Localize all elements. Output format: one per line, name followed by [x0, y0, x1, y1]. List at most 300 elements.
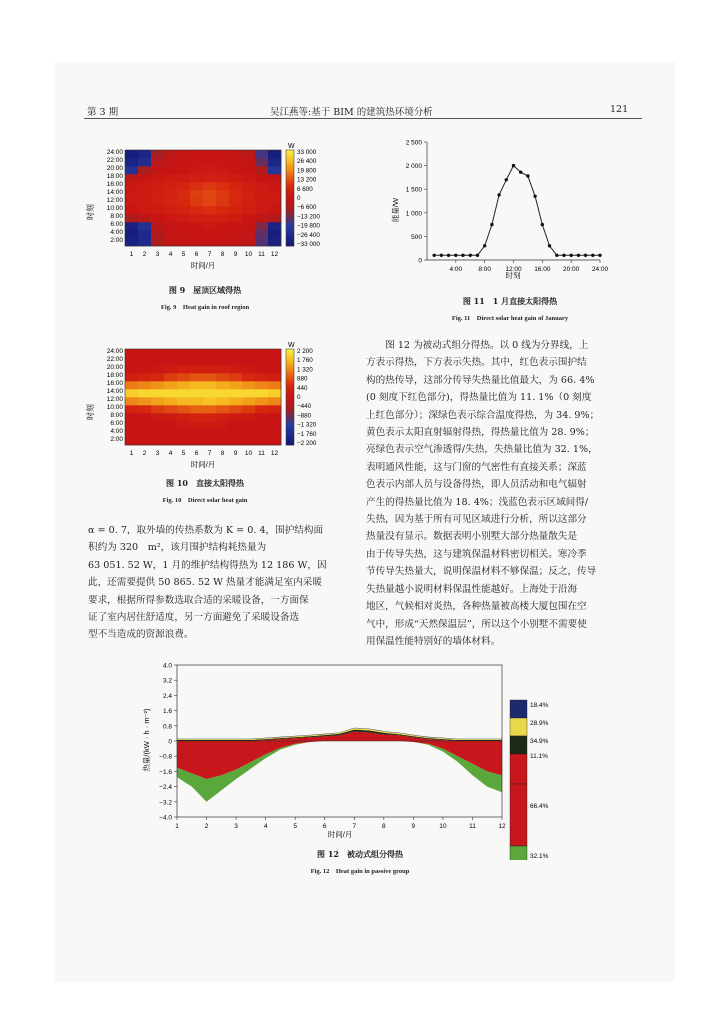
heatmap-cell [203, 389, 216, 397]
colorbar-tick-label: −1 760 [297, 430, 317, 438]
heatmap-cell [125, 182, 138, 190]
colorbar-segment [286, 169, 294, 172]
heatmap-cell [164, 389, 177, 397]
legend-label: 32.1% [530, 853, 549, 860]
text-line: 失热量越小说明材料保温性能越好。上海处于沿海 [366, 583, 578, 595]
heatmap-cell [229, 158, 242, 166]
heatmap-cell [255, 429, 268, 437]
heatmap-cell [138, 365, 151, 373]
heatmap-cell [125, 206, 138, 214]
text-line: 方表示得热，下方表示失热。其中，红色表示围护结 [366, 357, 587, 369]
heatmap-cell [268, 190, 281, 198]
heatmap-cell [255, 214, 268, 222]
y-tick-label: 0 [168, 738, 172, 746]
heatmap-cell [216, 158, 229, 166]
x-tick-label: 5 [181, 251, 186, 258]
heatmap-cell [203, 381, 216, 389]
heatmap-cell [216, 437, 229, 445]
x-tick-label: 2 [204, 823, 209, 830]
text-line: 色表示内部人员与设备得热，即人员活动和电气辐射 [366, 479, 587, 491]
heatmap-cell [151, 357, 164, 365]
heatmap-cell [138, 190, 151, 198]
fig9-caption-cn: 图 9 屋顶区域得热 [168, 285, 242, 295]
colorbar-tick-label: 1 760 [297, 357, 313, 365]
heatmap-cell [203, 158, 216, 166]
x-tick-label: 10 [439, 823, 447, 830]
y-tick-label: 0.8 [162, 723, 172, 731]
x-tick-label: 6 [322, 823, 327, 830]
heatmap-cell [151, 238, 164, 246]
colorbar-segment [286, 210, 294, 213]
heatmap-cell [190, 238, 203, 246]
colorbar-segment [286, 215, 294, 218]
heatmap-cell [255, 198, 268, 206]
heatmap-cell [255, 365, 268, 373]
x-tick-label: 12:00 [505, 266, 522, 273]
heatmap-cell [216, 214, 229, 222]
heatmap-cell [190, 198, 203, 206]
x-tick-label: 12 [270, 251, 279, 258]
heatmap-cell [138, 158, 151, 166]
colorbar-segment [286, 431, 294, 434]
heatmap-cell [164, 182, 177, 190]
y-tick-label: 18:00 [106, 173, 123, 180]
colorbar-segment [286, 399, 294, 402]
colorbar-segment [286, 359, 294, 362]
heatmap-cell [164, 397, 177, 405]
x-tick-label: 24:00 [591, 266, 609, 273]
colorbar-segment [286, 361, 294, 364]
heatmap-cell [177, 397, 190, 405]
heatmap-cell [177, 365, 190, 373]
fig11-ylabel: 能量/W [391, 197, 400, 223]
heatmap-cell [242, 413, 255, 421]
colorbar-segment [286, 416, 294, 419]
x-tick-label: 1 [129, 251, 134, 258]
colorbar-segment [286, 220, 294, 223]
text-line: 节传导失热量大，说明保温材料不够保温；反之，传导 [366, 566, 597, 578]
y-tick-label: 18:00 [106, 372, 123, 379]
heatmap-cell [125, 349, 138, 357]
text-line: 地区，气候相对炎热，各种热量被高楼大厦包围在空 [366, 601, 587, 613]
colorbar-segment [286, 421, 294, 424]
x-tick-label: 7 [207, 450, 212, 457]
heatmap-cell [125, 405, 138, 413]
colorbar-segment [286, 380, 294, 383]
colorbar-segment [286, 356, 294, 359]
heatmap-cell [177, 405, 190, 413]
issue-number: 第 3 期 [87, 107, 119, 118]
heatmap-cell [138, 206, 151, 214]
heatmap-cell [138, 230, 151, 238]
y-tick-label: 22:00 [106, 356, 123, 363]
legend-label: 34.9% [530, 738, 549, 745]
heatmap-cell [164, 206, 177, 214]
heatmap-cell [151, 222, 164, 230]
heatmap-cell [268, 357, 281, 365]
heatmap-cell [268, 437, 281, 445]
colorbar-segment [286, 397, 294, 400]
heatmap-cell [164, 365, 177, 373]
colorbar-tick-label: 19 800 [297, 167, 317, 175]
heatmap-cell [203, 365, 216, 373]
colorbar-segment [286, 191, 294, 194]
x-tick-label: 11 [258, 251, 265, 258]
legend-swatch [510, 700, 527, 718]
heatmap-cell [125, 190, 138, 198]
heatmap-cell [151, 437, 164, 445]
heatmap-cell [177, 381, 190, 389]
colorbar-segment [286, 404, 294, 407]
colorbar-tick-label: 26 400 [297, 158, 317, 166]
fig10-heatmap [80, 338, 340, 478]
colorbar-tick-label: −6 600 [297, 204, 317, 212]
y-tick-label: 1 000 [405, 210, 422, 218]
heatmap-cell [229, 405, 242, 413]
heatmap-cell [242, 373, 255, 381]
y-tick-label: 4:00 [110, 428, 123, 435]
y-tick-label: 2.4 [162, 692, 172, 700]
heatmap-cell [242, 158, 255, 166]
heatmap-cell [229, 166, 242, 174]
x-tick-label: 10 [244, 251, 253, 258]
data-point [519, 171, 522, 174]
running-title: 吴江燕等:基于 BIM 的建筑热环境分析 [270, 107, 433, 118]
x-tick-label: 12 [498, 823, 506, 830]
fig12-caption-cn: 图 12 被动式组分得热 [317, 849, 403, 859]
heatmap-cell [229, 349, 242, 357]
fig12-ylabel: 热量/(kW · h · m⁻²) [142, 708, 151, 772]
colorbar-segment [286, 387, 294, 390]
heatmap-cell [177, 214, 190, 222]
x-tick-label: 5 [293, 823, 297, 830]
heatmap-cell [242, 150, 255, 158]
data-point [591, 254, 594, 257]
colorbar-segment [286, 222, 294, 225]
x-tick-label: 6 [194, 450, 199, 457]
heatmap-cell [229, 238, 242, 246]
heatmap-cell [229, 222, 242, 230]
data-point [433, 254, 436, 257]
heatmap-cell [268, 158, 281, 166]
y-tick-label: 8:00 [110, 412, 123, 419]
x-tick-label: 3 [234, 823, 238, 830]
heatmap-cell [190, 397, 203, 405]
x-tick-label: 9 [233, 450, 238, 457]
x-tick-label: 8 [220, 450, 225, 457]
x-tick-label: 9 [411, 823, 416, 830]
fig10-ylabel: 时刻 [86, 404, 95, 420]
page-number: 121 [610, 104, 629, 115]
colorbar-segment [286, 200, 294, 203]
heatmap-cell [164, 437, 177, 445]
colorbar-segment [286, 157, 294, 160]
heatmap-cell [242, 206, 255, 214]
heatmap-cell [268, 206, 281, 214]
y-tick-label: 10:00 [106, 205, 123, 212]
legend-label: 28.9% [530, 720, 549, 727]
heatmap-cell [268, 198, 281, 206]
heatmap-cell [229, 429, 242, 437]
heatmap-cell [255, 349, 268, 357]
heatmap-cell [177, 437, 190, 445]
colorbar-segment [286, 224, 294, 227]
colorbar-segment [286, 378, 294, 381]
heatmap-cell [255, 238, 268, 246]
x-tick-label: 10 [244, 450, 253, 457]
heatmap-cell [268, 365, 281, 373]
heatmap-cell [190, 190, 203, 198]
heatmap-cell [151, 413, 164, 421]
heatmap-cell [138, 182, 151, 190]
colorbar-segment [286, 411, 294, 414]
heatmap-cell [177, 373, 190, 381]
colorbar-tick-label: 6 600 [297, 185, 313, 193]
heatmap-cell [177, 222, 190, 230]
data-point [584, 254, 587, 257]
heatmap-cell [242, 421, 255, 429]
data-point [598, 254, 601, 257]
heatmap-cell [216, 389, 229, 397]
heatmap-cell [255, 174, 268, 182]
heatmap-cell [268, 222, 281, 230]
heatmap-cell [216, 397, 229, 405]
text-line: 热量没有显示。数据表明小别墅大部分热量散失是 [366, 531, 578, 543]
colorbar-segment [286, 392, 294, 395]
heatmap-cell [255, 413, 268, 421]
x-tick-label: 4 [263, 823, 268, 830]
text-line: (0 刻度下红色部分)，得热量比值为 11. 1%（0 刻度 [366, 392, 592, 404]
heatmap-cell [151, 182, 164, 190]
heatmap-cell [229, 413, 242, 421]
colorbar-tick-label: −880 [297, 412, 312, 420]
heatmap-cell [151, 349, 164, 357]
heatmap-cell [125, 365, 138, 373]
colorbar-segment [286, 205, 294, 208]
heatmap-cell [177, 429, 190, 437]
heatmap-cell [125, 174, 138, 182]
text-line: 图 12 为被动式组分得热。以 0 线为分界线，上 [366, 340, 589, 351]
y-tick-label: 1 500 [405, 186, 422, 194]
x-tick-label: 1 [129, 450, 134, 457]
heatmap-cell [138, 166, 151, 174]
heatmap-cell [190, 206, 203, 214]
x-tick-label: 11 [469, 823, 476, 830]
heatmap-cell [125, 421, 138, 429]
colorbar-segment [286, 402, 294, 405]
colorbar-tick-label: 440 [297, 384, 308, 392]
heatmap-cell [216, 222, 229, 230]
data-point [483, 244, 486, 247]
heatmap-cell [216, 357, 229, 365]
heatmap-cell [255, 421, 268, 429]
y-tick-label: 2 500 [405, 139, 422, 147]
text-line: 63 051. 52 W，1 月的维护结构得热为 12 186 W，因 [88, 559, 327, 571]
heatmap-cell [255, 222, 268, 230]
heatmap-cell [190, 349, 203, 357]
fig12-area-chart [135, 660, 575, 860]
heatmap-cell [138, 437, 151, 445]
heatmap-cell [203, 429, 216, 437]
heatmap-cell [125, 437, 138, 445]
x-tick-label: 2 [142, 450, 147, 457]
colorbar-segment [286, 198, 294, 201]
text-line: 此，还需要提供 50 865. 52 W 热量才能满足室内采暖 [88, 577, 322, 589]
colorbar-segment [286, 227, 294, 230]
heatmap-cell [177, 349, 190, 357]
colorbar-segment [286, 428, 294, 431]
heatmap-cell [216, 413, 229, 421]
heatmap-cell [229, 437, 242, 445]
heatmap-cell [190, 214, 203, 222]
heatmap-cell [255, 357, 268, 365]
heatmap-cell [151, 397, 164, 405]
colorbar-tick-label: −19 800 [297, 222, 320, 230]
text-line: 要求，根据所得参数选取合适的采暖设备，一方面保 [88, 594, 309, 606]
heatmap-cell [242, 381, 255, 389]
text-line: 用保温性能特别好的墙体材料。 [366, 635, 501, 647]
heatmap-cell [164, 413, 177, 421]
heatmap-cell [216, 429, 229, 437]
heatmap-cell [190, 389, 203, 397]
heatmap-cell [242, 182, 255, 190]
colorbar-segment [286, 239, 294, 242]
heatmap-cell [164, 222, 177, 230]
colorbar-segment [286, 383, 294, 386]
heatmap-cell [164, 150, 177, 158]
heatmap-cell [125, 198, 138, 206]
heatmap-cell [229, 421, 242, 429]
heatmap-cell [268, 389, 281, 397]
x-tick-label: 16:00 [534, 266, 551, 273]
heatmap-cell [203, 413, 216, 421]
colorbar-segment [286, 193, 294, 196]
text-line: 黄色表示太阳直射辐射得热，得热量比值为 28. 9%； [366, 427, 595, 439]
y-tick-label: 24:00 [106, 149, 123, 156]
heatmap-cell [125, 413, 138, 421]
colorbar-tick-label: −440 [297, 403, 312, 411]
data-point [469, 254, 472, 257]
colorbar-segment [286, 179, 294, 182]
colorbar-segment [286, 167, 294, 170]
heatmap-cell [242, 198, 255, 206]
text-line: 积约为 320 m²，该月围护结构耗热量为 [88, 542, 267, 554]
colorbar-segment [286, 155, 294, 158]
x-tick-label: 8 [382, 823, 386, 830]
heatmap-cell [229, 182, 242, 190]
heatmap-cell [164, 198, 177, 206]
heatmap-cell [164, 214, 177, 222]
heatmap-cell [164, 357, 177, 365]
fig9-unit: W [288, 143, 295, 150]
heatmap-cell [190, 222, 203, 230]
data-point [512, 164, 515, 167]
heatmap-cell [125, 381, 138, 389]
heatmap-cell [177, 190, 190, 198]
text-line: 构的热传导，这部分传导失热量比值最大，为 66. 4% [366, 374, 595, 386]
heatmap-cell [268, 413, 281, 421]
legend-swatch [510, 718, 527, 736]
heatmap-cell [190, 381, 203, 389]
heatmap-cell [229, 230, 242, 238]
y-tick-label: −3.2 [159, 799, 172, 807]
colorbar-tick-label: 880 [297, 375, 308, 383]
heatmap-cell [203, 182, 216, 190]
heatmap-cell [242, 174, 255, 182]
heatmap-cell [177, 230, 190, 238]
x-tick-label: 3 [155, 251, 160, 258]
heatmap-cell [268, 373, 281, 381]
colorbar-segment [286, 160, 294, 163]
colorbar-tick-label: 13 200 [297, 176, 317, 184]
colorbar-segment [286, 385, 294, 388]
y-tick-label: −1.6 [159, 768, 172, 776]
text-line: 由于传导失热，这与建筑保温材料密切相关。寒冷季 [366, 548, 587, 560]
heatmap-cell [203, 437, 216, 445]
colorbar-tick-label: 0 [297, 394, 301, 401]
heatmap-cell [203, 349, 216, 357]
legend-swatch [510, 784, 527, 846]
fig10-caption-cn: 图 10 直接太阳得热 [166, 478, 244, 488]
fig11-caption-en: Fig. 11 Direct solar heat gain of January [451, 315, 569, 322]
heatmap-cell [268, 405, 281, 413]
colorbar-segment [286, 419, 294, 422]
heatmap-cell [216, 150, 229, 158]
heatmap-cell [268, 381, 281, 389]
fig10-unit: W [288, 342, 295, 349]
heatmap-cell [125, 166, 138, 174]
colorbar-segment [286, 435, 294, 438]
colorbar-segment [286, 172, 294, 175]
heatmap-cell [151, 174, 164, 182]
y-tick-label: 20:00 [106, 165, 123, 172]
fig11-caption-cn: 图 11 1 月直接太阳得热 [462, 296, 558, 306]
x-tick-label: 7 [352, 823, 357, 830]
colorbar-segment [286, 208, 294, 211]
heatmap-cell [242, 365, 255, 373]
y-tick-label: 16:00 [106, 181, 123, 188]
y-tick-label: 2:00 [110, 436, 123, 443]
heatmap-cell [164, 429, 177, 437]
colorbar-segment [286, 217, 294, 220]
legend-swatch [510, 846, 527, 860]
y-tick-label: 2:00 [110, 237, 123, 244]
x-tick-label: 4 [168, 251, 173, 258]
heatmap-cell [203, 230, 216, 238]
fig11-line-chart [385, 132, 615, 282]
heatmap-cell [203, 397, 216, 405]
heatmap-cell [255, 381, 268, 389]
heatmap-cell [125, 238, 138, 246]
colorbar-segment [286, 234, 294, 237]
heatmap-cell [216, 373, 229, 381]
heatmap-cell [216, 381, 229, 389]
colorbar-segment [286, 236, 294, 239]
heatmap-cell [268, 214, 281, 222]
heatmap-cell [255, 389, 268, 397]
x-tick-label: 2 [142, 251, 147, 258]
colorbar-tick-label: 1 320 [297, 366, 313, 374]
heatmap-cell [268, 397, 281, 405]
y-tick-label: 6:00 [110, 420, 123, 427]
heatmap-cell [242, 429, 255, 437]
heatmap-cell [125, 230, 138, 238]
heatmap-cell [125, 397, 138, 405]
heatmap-cell [190, 437, 203, 445]
heatmap-cell [255, 397, 268, 405]
heatmap-cell [268, 421, 281, 429]
heatmap-cell [268, 182, 281, 190]
